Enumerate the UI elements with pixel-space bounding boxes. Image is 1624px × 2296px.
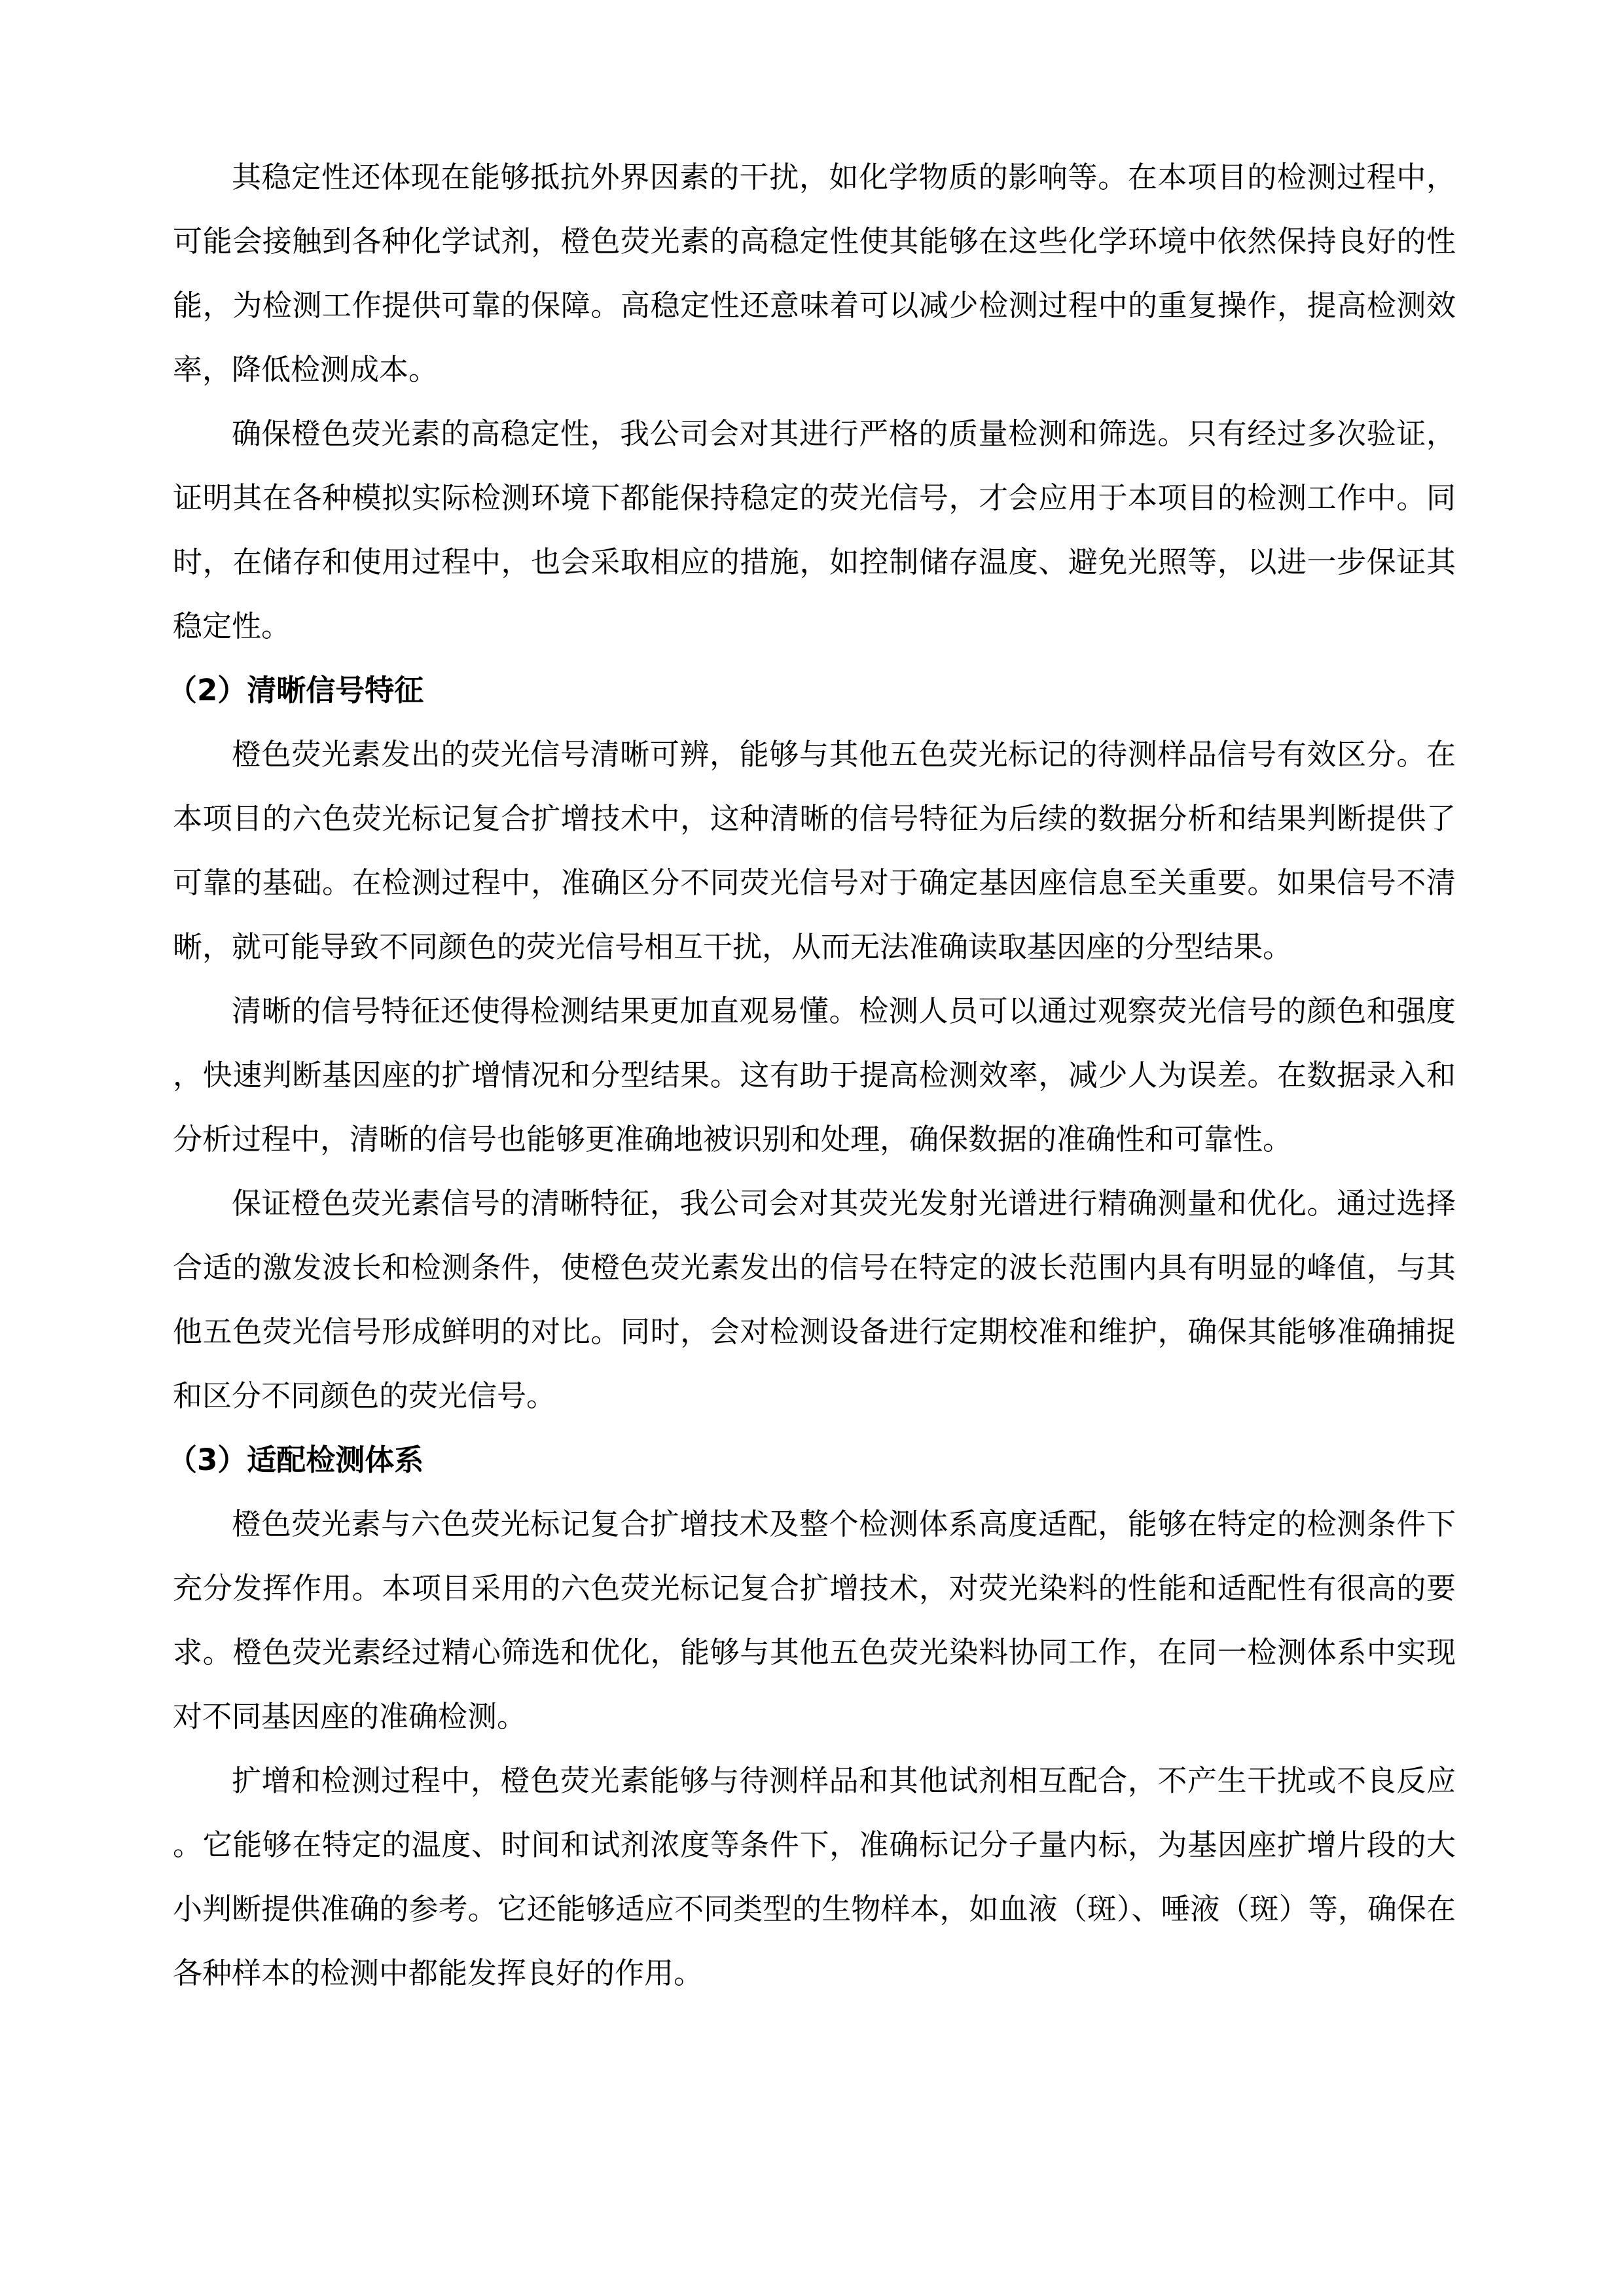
section-heading: （2）清晰信号特征 xyxy=(168,673,424,708)
paragraph: 保证橙色荧光素信号的清晰特征，我公司会对其荧光发射光谱进行精确测量和优化。通过选择合适的激发波长和检测条件，使橙色荧光素发出的信号在特定的波长范围内具有明显的峰值，与其他五色荧光信号形成鲜明的对比。同时，会对检测设备进行定期校准和维护，确保其能够准确捕捉和区分不同颜色的荧光信号。 xyxy=(173,1186,1456,1413)
paragraph: 确保橙色荧光素的高稳定性，我公司会对其进行严格的质量检测和筛选。只有经过多次验证，证明其在各种模拟实际检测环境下都能保持稳定的荧光信号，才会应用于本项目的检测工作中。同时，在储存和使用过程中，也会采取相应的措施，如控制储存温度、避免光照等，以进一步保证其稳定性。 xyxy=(173,416,1456,643)
paragraph: 橙色荧光素发出的荧光信号清晰可辨，能够与其他五色荧光标记的待测样品信号有效区分。在本项目的六色荧光标记复合扩增技术中，这种清晰的信号特征为后续的数据分析和结果判断提供了可靠的基础。在检测过程中，准确区分不同荧光信号对于确定基因座信息至关重要。如果信号不清晰，就可能导致不同颜色的荧光信号相互干扰，从而无法准确读取基因座的分型结果。 xyxy=(173,737,1456,964)
paragraph: 其稳定性还体现在能够抵抗外界因素的干扰，如化学物质的影响等。在本项目的检测过程中，可能会接触到各种化学试剂，橙色荧光素的高稳定性使其能够在这些化学环境中依然保持良好的性能，为检测工作提供可靠的保障。高稳定性还意味着可以减少检测过程中的重复操作，提高检测效率，降低检测成本。 xyxy=(173,160,1456,387)
section-heading: （3）适配检测体系 xyxy=(168,1443,424,1477)
document-body xyxy=(168,145,1456,2005)
paragraph: 扩增和检测过程中，橙色荧光素能够与待测样品和其他试剂相互配合，不产生干扰或不良反应。它能够在特定的温度、时间和试剂浓度等条件下，准确标记分子量内标，为基因座扩增片段的大小判断提供准确的参考。它还能够适应不同类型的生物样本，如血液（斑）、唾液（斑）等，确保在各种样本的检测中都能发挥良好的作用。 xyxy=(173,1763,1456,1990)
paragraph: 橙色荧光素与六色荧光标记复合扩增技术及整个检测体系高度适配，能够在特定的检测条件下充分发挥作用。本项目采用的六色荧光标记复合扩增技术，对荧光染料的性能和适配性有很高的要求。橙色荧光素经过精心筛选和优化，能够与其他五色荧光染料协同工作，在同一检测体系中实现对不同基因座的准确检测。 xyxy=(173,1507,1456,1734)
paragraph: 清晰的信号特征还使得检测结果更加直观易懂。检测人员可以通过观察荧光信号的颜色和强度，快速判断基因座的扩增情况和分型结果。这有助于提高检测效率，减少人为误差。在数据录入和分析过程中，清晰的信号也能够更准确地被识别和处理，确保数据的准确性和可靠性。 xyxy=(173,994,1456,1157)
